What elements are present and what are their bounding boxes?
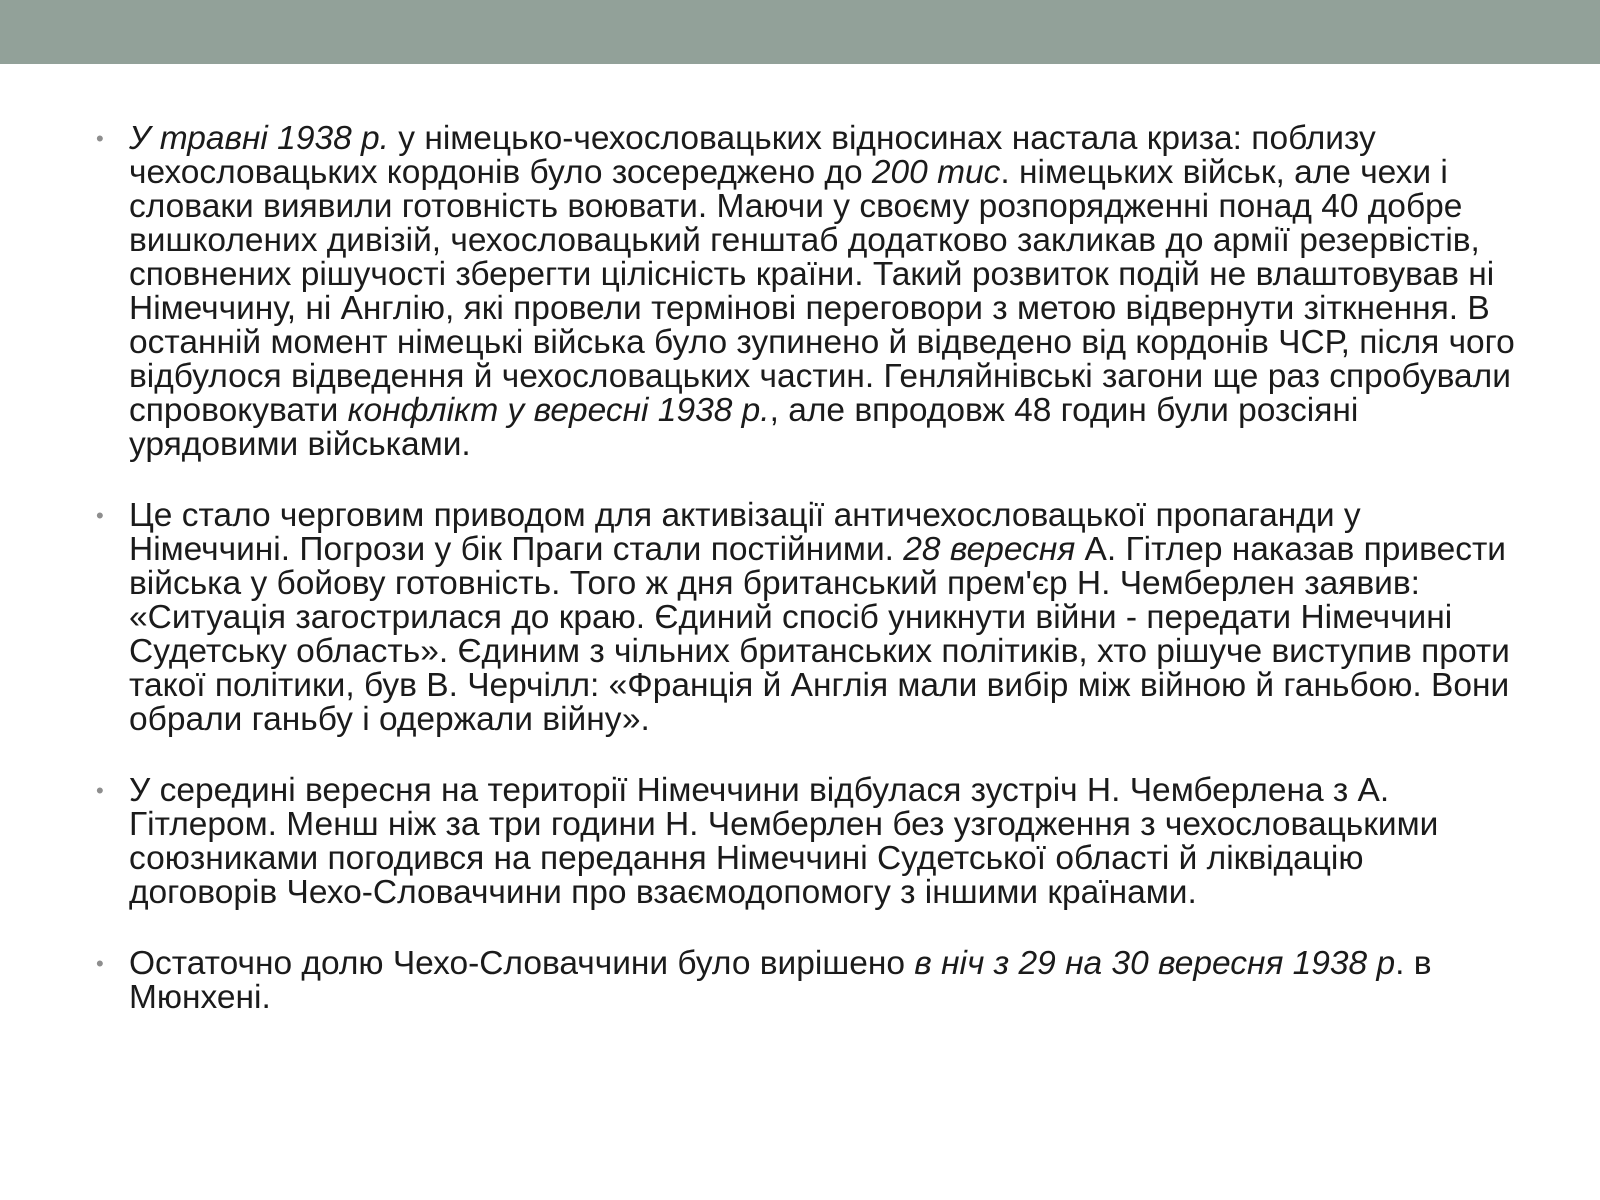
bullet-dot-icon: • (96, 778, 104, 803)
paragraph-1-text: , але впродовж 48 годин були розсіяні урядовими військами. (129, 392, 1359, 463)
paragraph-4-text: . в Мюнхені. (129, 945, 1432, 1016)
paragraph-2-text: А. Гітлер наказав привести війська у бойову готовність. Того ж дня британський прем'єр Н. Чемберлен заявив: «Ситуація загострилася до краю. Єдиний спосіб уникнути війни - передати Німеччині Судетську область». Єдиним з чільних британських політиків, хто рішуче виступив проти такої політики, був В. Черчілл: «Франція й Англія мали вибір між війною й ганьбою. Вони обрали ганьбу і одержали війну». (129, 531, 1510, 738)
paragraph-3-text: У середині вересня на території Німеччини відбулася зустріч Н. Чемберлена з А. Гітлером. Менш ніж за три години Н. Чемберлен без узгодження з чехословацькими союзниками погодився на передання Німеччині Судетської області й ліквідацію договорів Чехо-Словаччини про взаємодопомогу з іншими країнами. (129, 772, 1439, 911)
bullet-paragraph-1 (96, 122, 1516, 462)
bullet-dot-icon: • (96, 503, 104, 528)
paragraph-1-text: конфлікт у вересні 1938 р. (347, 392, 770, 429)
paragraph-1-text: . німецьких військ, але чехи і словаки виявили готовність воювати. Маючи у своєму розпорядженні понад 40 добре вишколених дивізій, чехословацький генштаб додатково закликав до армії резервістів, сповнених рішучості зберегти цілісність країни. Такий розвиток подій не влаштовував ні Німеччину, ні Англію, які провели термінові переговори з метою відвернути зіткнення. В останній момент німецькі війська було зупинено й відведено від кордонів ЧСР, після чого відбулося відведення й чехословацьких частин. Генляйнівські загони ще раз спробували спровокувати (129, 154, 1515, 429)
paragraph-1-text: у німецько-чехословацьких відносинах настала криза: поблизу чехословацьких кордонів було зосереджено до (129, 120, 1376, 191)
paragraph-4-text: Остаточно долю Чехо-Словаччини було вирішено (129, 945, 915, 982)
bullet-paragraph-2 (96, 499, 1516, 737)
paragraph-2-text: Це стало черговим приводом для активізації античехословацької пропаганди у Німеччині. Погрози у бік Праги стали постійними. (129, 497, 1361, 568)
slide-content (96, 122, 1516, 1052)
paragraph-1-text: 200 тис (871, 154, 1001, 191)
paragraph-1-text: У травні 1938 р. (129, 120, 389, 157)
bullet-dot-icon: • (96, 126, 104, 151)
paragraph-4-text: в ніч з 29 на 30 вересня 1938 р (914, 945, 1396, 982)
bullet-dot-icon: • (96, 951, 104, 976)
bullet-paragraph-3 (96, 774, 1516, 910)
header-accent-bar (0, 0, 1600, 64)
bullet-paragraph-4 (96, 947, 1516, 1015)
paragraph-2-text: 28 вересня (903, 531, 1076, 568)
